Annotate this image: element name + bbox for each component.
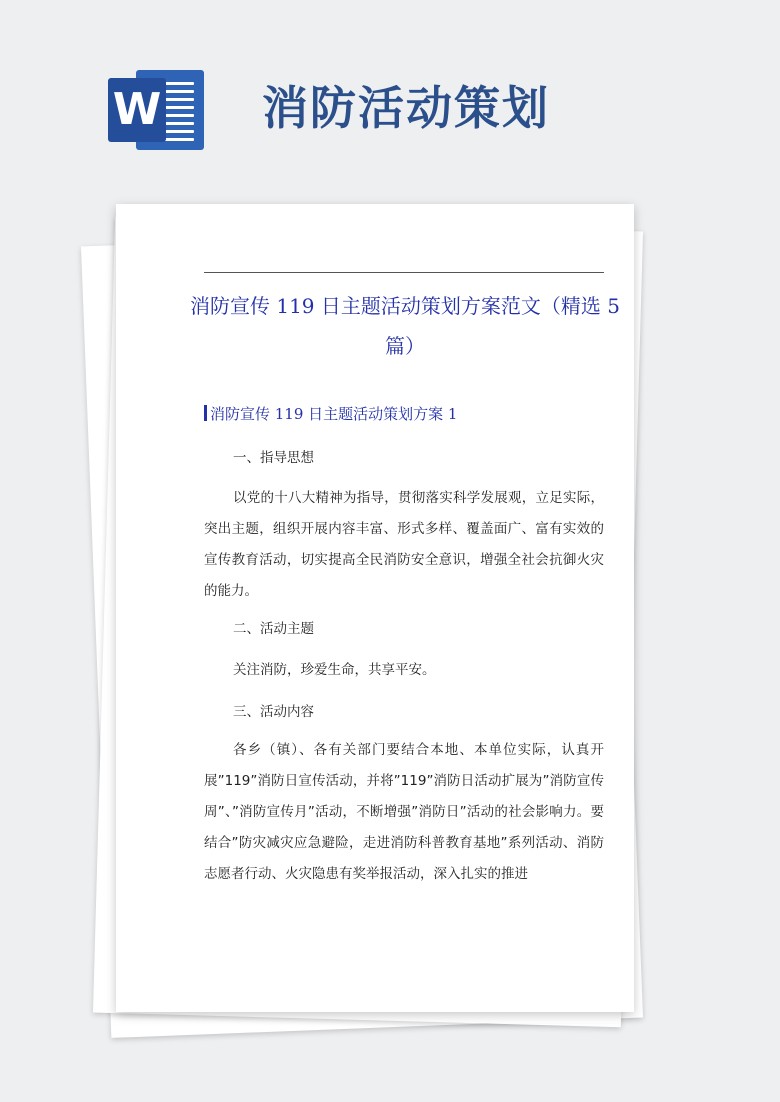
paragraph-activity-theme: 关注消防，珍爱生命，共享平安。 — [233, 662, 436, 678]
word-logo — [108, 68, 206, 152]
section-heading — [204, 402, 457, 426]
subheading-activity-content: 三、活动内容 — [233, 704, 314, 720]
word-logo-letter: W — [108, 78, 166, 142]
subheading-activity-theme: 二、活动主题 — [233, 621, 314, 637]
subheading-guiding-ideology: 一、指导思想 — [233, 450, 314, 466]
paragraph-activity-content: 各乡（镇）、各有关部门要结合本地、本单位实际，认真开展”119”消防日宣传活动，并将”119”消防日活动扩展为”消防宣传周”、”消防宣传月”活动，不断增强”消防日”活动的社会影响力。要结合”防灾减灾应急避险，走进消防科普教育基地”系列活动、消防志愿者行动、火灾隐患有奖举报活动，深入扎实的推进 — [204, 742, 604, 882]
paragraph-guiding-ideology: 以党的十八大精神为指导，贯彻落实科学发展观，立足实际，突出主题，组织开展内容丰富、形式多样、覆盖面广、富有实效的宣传教育活动，切实提高全民消防安全意识，增强全社会抗御火灾的能力。 — [204, 490, 604, 599]
title-rule — [204, 272, 604, 273]
heading-marker — [204, 405, 207, 421]
page-title: 消防活动策划 — [262, 81, 550, 135]
document-title: 消防宣传 119 日主题活动策划方案范文（精选 5 篇） — [190, 294, 620, 358]
section-heading-text: 消防宣传 119 日主题活动策划方案 1 — [210, 405, 458, 423]
